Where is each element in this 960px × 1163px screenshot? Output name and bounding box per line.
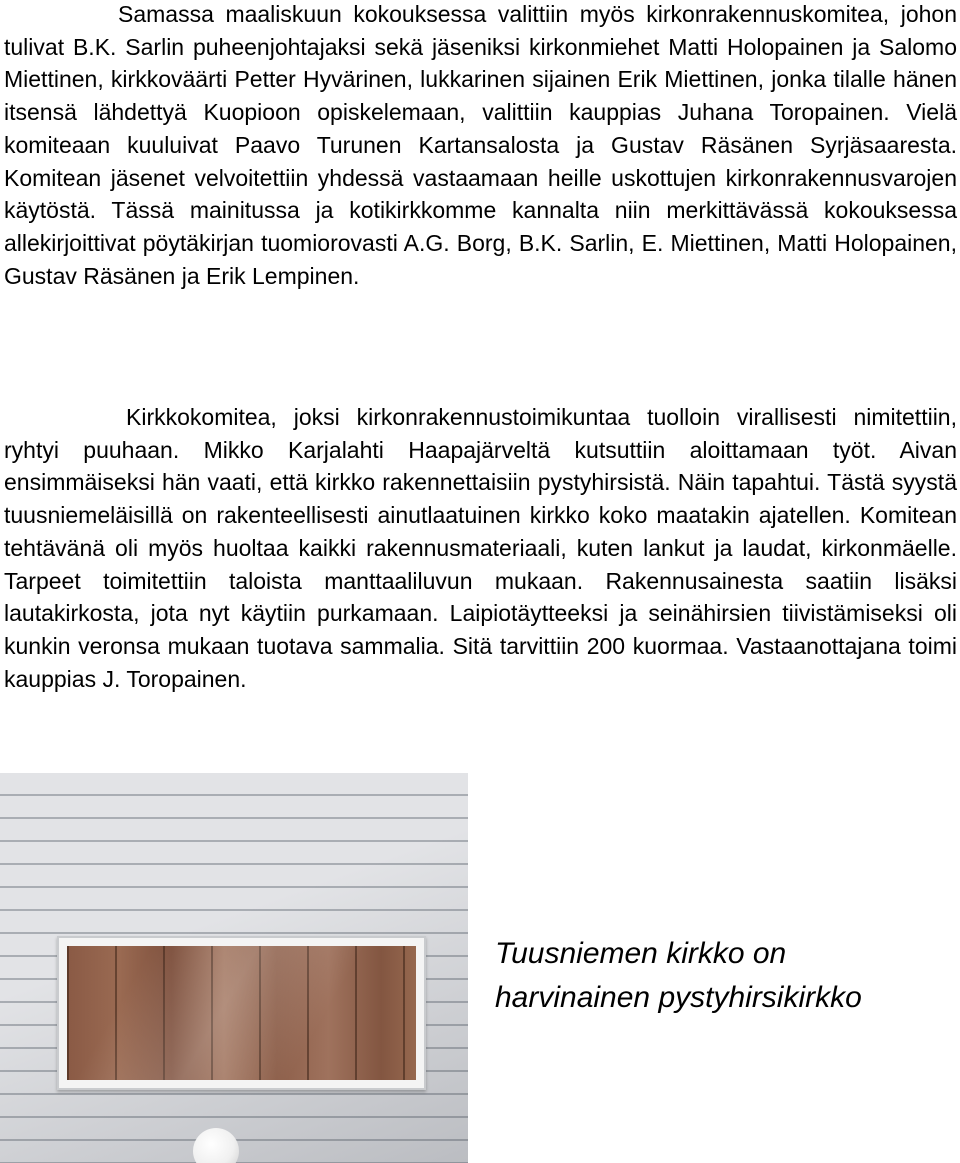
window-frame [57, 936, 426, 1090]
church-wall-photo [0, 773, 468, 1163]
paragraph-text: Kirkkokomitea, joksi kirkonrakennustoimikuntaa tuolloin virallisesti nimitettiin, ryhtyi puuhaan. Mikko Karjalahti Haapajärveltä kutsuttiin aloittamaan työt. Aivan ensimmäiseksi hän vaati, että kirkko rakennettaisiin pystyhirsistä. Näin tapahtui. Tästä syystä tuusniemeläisillä on rakenteellisesti ainutlaatuinen kirkko koko maatakin ajatellen. Komitean tehtävänä oli myös huoltaa kaikki rakennusmateriaali, kuten lankut ja laudat, kirkonmäelle. Tarpeet toimitettiin taloista manttaaliluvun mukaan. Rakennusainesta saatiin lisäksi lautakirkosta, jota nyt käytiin purkamaan. Laipiotäytteeksi ja seinähirsien tiivistämiseksi oli kunkin veronsa mukaan tuotava sammalia. Sitä tarvittiin 200 kuormaa. Vastaanottajana toimi kauppias J. Toropainen. [4, 404, 957, 692]
paragraph-committee [4, 0, 957, 292]
paragraph-text: Samassa maaliskuun kokouksessa valittiin myös kirkonrakennuskomitea, johon tulivat B.K. Sarlin puheenjohtajaksi sekä jäseniksi kirkonmiehet Matti Holopainen ja Salomo Miettinen, kirkkoväärti Petter Hyvärinen, lukkarinen sijainen Erik Miettinen, jonka tilalle hänen itsensä lähdettyä Kuopioon opiskelemaan, valittiin kauppias Juhana Toropainen. Vielä komiteaan kuuluivat Paavo Turunen Kartansalosta ja Gustav Räsänen Syrjäsaaresta. Komitean jäsenet velvoitettiin yhdessä vastaamaan heille uskottujen kirkonrakennusvarojen käytöstä. Tässä mainitussa ja kotikirkkomme kannalta niin merkittävässä kokouksessa allekirjoittivat pöytäkirjan tuomiorovasti A.G. Borg, B.K. Sarlin, E. Miettinen, Matti Holopainen, Gustav Räsänen ja Erik Lempinen. [4, 1, 957, 289]
glass-reflection [67, 946, 416, 1080]
photo-caption [495, 932, 955, 1020]
caption-line-1: Tuusniemen kirkko on [495, 937, 787, 970]
paragraph-construction [4, 401, 957, 695]
caption-line-2: harvinainen pystyhirsikirkko [495, 981, 862, 1014]
